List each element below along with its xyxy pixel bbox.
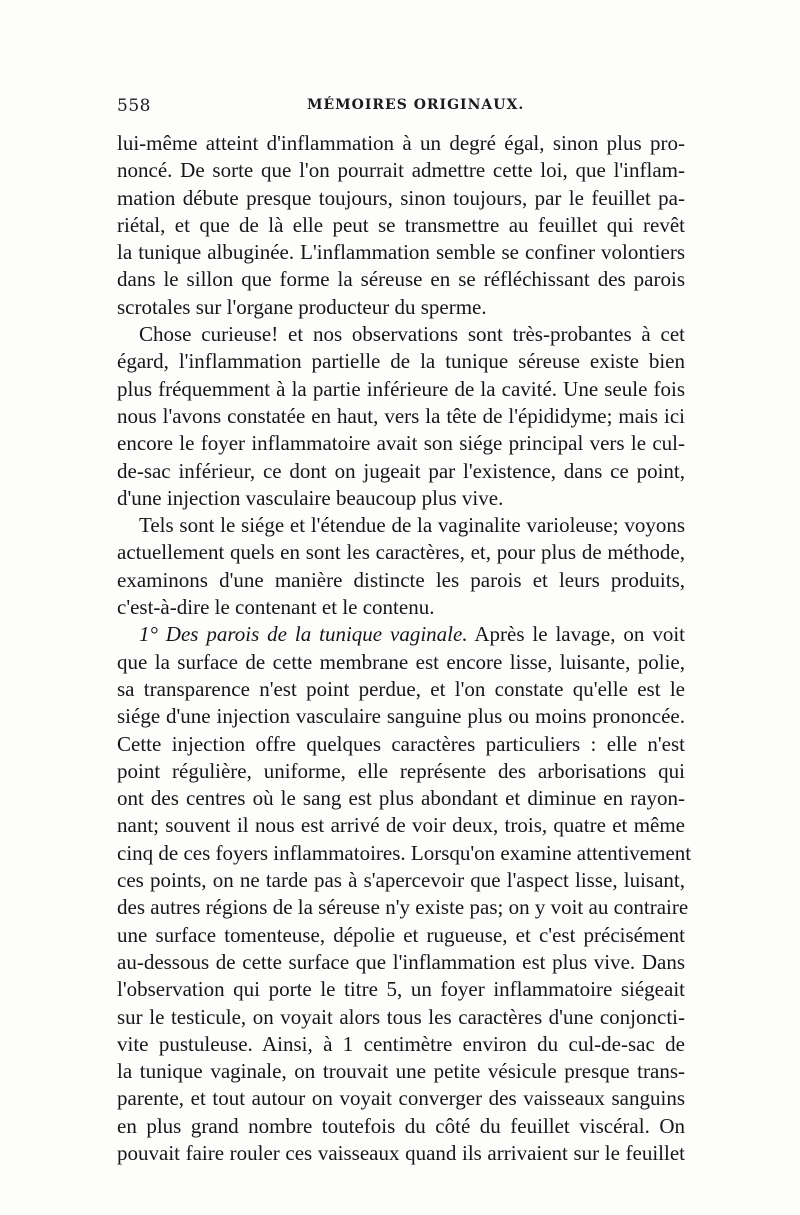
text-line: des autres régions de la séreuse n'y existe pas; on y voit au contraire	[117, 895, 689, 920]
text-line: une surface tomenteuse, dépolie et rugueuse, et c'est précisément	[117, 922, 685, 947]
page-header	[117, 96, 687, 118]
text-line: dans le sillon que forme la séreuse en se réfléchissant des parois	[117, 267, 685, 292]
text-line: encore le foyer inflammatoire avait son siége principal vers le cul-	[117, 431, 685, 456]
text-line: plus fréquemment à la partie inférieure de la cavité. Une seule fois	[117, 376, 685, 401]
text-line: la tunique vaginale, on trouvait une petite vésicule presque trans-	[117, 1059, 685, 1084]
running-head: MÉMOIRES ORIGINAUX.	[307, 97, 525, 113]
text-run: Après le lavage, on voit	[474, 622, 685, 647]
text-line: vite pustuleuse. Ainsi, à 1 centimètre environ du cul-de-sac de	[117, 1031, 685, 1056]
text-line: lui-même atteint d'inflammation à un degré égal, sinon plus pro-	[117, 131, 685, 155]
body-text	[117, 130, 692, 1167]
text-line: parente, et tout autour on voyait converger des vaisseaux sanguins	[117, 1086, 685, 1111]
text-line: pouvait faire rouler ces vaisseaux quand ils arrivaient sur le feuillet	[117, 1140, 685, 1165]
text-line: actuellement quels en sont les caractères, et, pour plus de méthode,	[117, 540, 685, 565]
paragraph	[117, 512, 685, 621]
paragraph	[117, 130, 685, 321]
text-line: nant; souvent il nous est arrivé de voir deux, trois, quatre et même	[117, 813, 685, 838]
text-line: l'observation qui porte le titre 5, un foyer inflammatoire siégeait	[117, 977, 685, 1002]
text-line: sur le testicule, on voyait alors tous les caractères d'une conjoncti-	[117, 1004, 685, 1029]
text-line: mation débute presque toujours, sinon toujours, par le feuillet pa-	[117, 185, 685, 210]
text-line: siége d'une injection vasculaire sanguine plus ou moins prononcée.	[117, 704, 685, 729]
text-line: c'est-à-dire le contenant et le contenu.	[117, 595, 435, 620]
text-line: égard, l'inflammation partielle de la tunique séreuse existe bien	[117, 349, 685, 374]
paragraph	[117, 321, 685, 512]
text-line: riétal, et que de là elle peut se transmettre au feuillet qui revêt	[117, 212, 685, 237]
text-line: nous l'avons constatée en haut, vers la tête de l'épididyme; mais ici	[117, 403, 685, 428]
text-line: Chose curieuse! et nos observations sont très-probantes à cet	[139, 322, 685, 347]
text-line: d'une injection vasculaire beaucoup plus vive.	[117, 485, 504, 510]
text-line: la tunique albuginée. L'inflammation semble se confiner volontiers	[117, 240, 685, 265]
text-line: cinq de ces foyers inflammatoires. Lorsqu'on examine attentivement	[117, 840, 692, 865]
text-line: en plus grand nombre toutefois du côté du feuillet viscéral. On	[117, 1113, 685, 1138]
page-number: 558	[117, 96, 151, 116]
text-line: scrotales sur l'organe producteur du sperme.	[117, 294, 487, 319]
text-line: Tels sont le siége et l'étendue de la vaginalite varioleuse; voyons	[139, 513, 685, 538]
text-line: ont des centres où le sang est plus abondant et diminue en rayon-	[117, 786, 685, 811]
text-line: examinons d'une manière distincte les parois et leurs produits,	[117, 567, 685, 592]
text-line: Cette injection offre quelques caractères particuliers : elle n'est	[117, 731, 685, 756]
text-line	[117, 621, 685, 648]
section-heading: 1° Des parois de la tunique vaginale.	[139, 622, 468, 647]
text-line: sa transparence n'est point perdue, et l'on constate qu'elle est le	[117, 676, 685, 701]
paragraph	[117, 621, 692, 1167]
text-line: point régulière, uniforme, elle représente des arborisations qui	[117, 758, 685, 783]
text-line: au-dessous de cette surface que l'inflammation est plus vive. Dans	[117, 949, 685, 974]
text-line: noncé. De sorte que l'on pourrait admettre cette loi, que l'inflam-	[117, 158, 685, 183]
text-line: que la surface de cette membrane est encore lisse, luisante, polie,	[117, 649, 685, 674]
text-line: ces points, on ne tarde pas à s'apercevoir que l'aspect lisse, luisant,	[117, 868, 685, 893]
text-line: de-sac inférieur, ce dont on jugeait par l'existence, dans ce point,	[117, 458, 685, 483]
